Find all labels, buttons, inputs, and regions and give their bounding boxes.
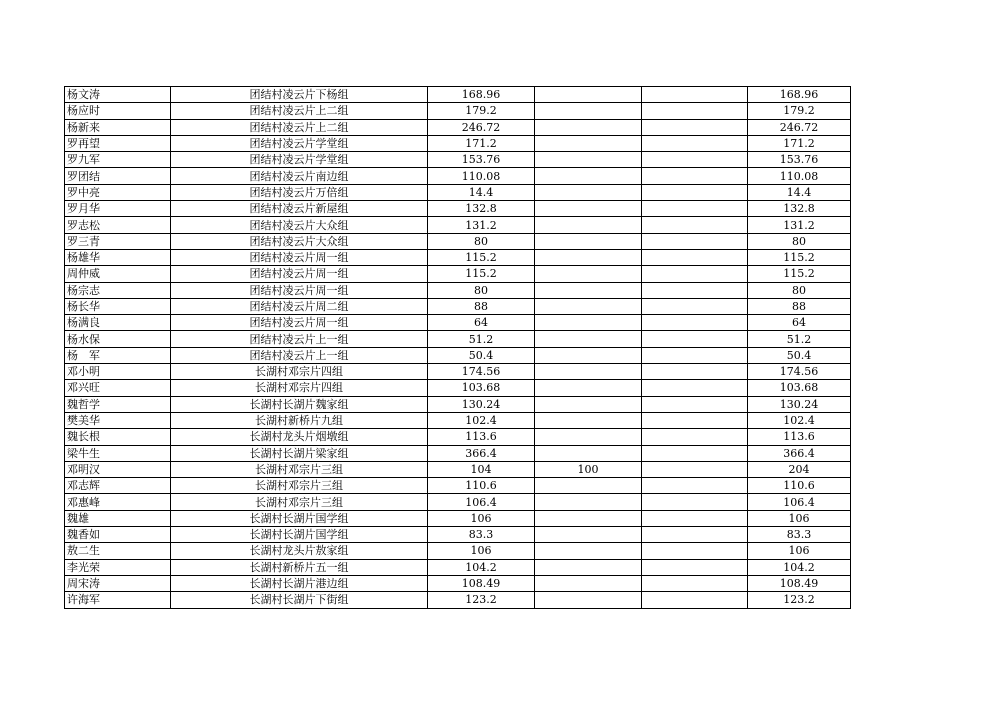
total-cell: 132.8 <box>748 201 851 217</box>
total-cell: 80 <box>748 233 851 249</box>
total-cell: 106 <box>748 543 851 559</box>
blank-cell <box>642 494 748 510</box>
extra-amount-cell <box>535 331 642 347</box>
name-cell: 邓志辉 <box>65 478 171 494</box>
blank-cell <box>642 119 748 135</box>
table-row <box>65 201 851 217</box>
amount-cell: 104.2 <box>428 559 535 575</box>
table-row <box>65 445 851 461</box>
extra-amount-cell <box>535 527 642 543</box>
total-cell: 174.56 <box>748 364 851 380</box>
location-cell: 团结村凌云片大众组 <box>171 233 428 249</box>
blank-cell <box>642 478 748 494</box>
extra-amount-cell <box>535 184 642 200</box>
blank-cell <box>642 559 748 575</box>
name-cell: 罗志松 <box>65 217 171 233</box>
name-cell: 杨 军 <box>65 347 171 363</box>
amount-cell: 115.2 <box>428 266 535 282</box>
total-cell: 179.2 <box>748 103 851 119</box>
location-cell: 长湖村长湖片魏家组 <box>171 396 428 412</box>
table-row <box>65 331 851 347</box>
extra-amount-cell <box>535 543 642 559</box>
amount-cell: 80 <box>428 233 535 249</box>
name-cell: 罗三青 <box>65 233 171 249</box>
total-cell: 115.2 <box>748 249 851 265</box>
blank-cell <box>642 347 748 363</box>
blank-cell <box>642 217 748 233</box>
blank-cell <box>642 429 748 445</box>
table-row <box>65 135 851 151</box>
table-row <box>65 168 851 184</box>
location-cell: 团结村凌云片新屋组 <box>171 201 428 217</box>
total-cell: 153.76 <box>748 152 851 168</box>
amount-cell: 108.49 <box>428 575 535 591</box>
table-row <box>65 119 851 135</box>
blank-cell <box>642 510 748 526</box>
amount-cell: 51.2 <box>428 331 535 347</box>
blank-cell <box>642 87 748 103</box>
extra-amount-cell <box>535 364 642 380</box>
amount-cell: 102.4 <box>428 412 535 428</box>
extra-amount-cell <box>535 575 642 591</box>
location-cell: 团结村凌云片学堂组 <box>171 152 428 168</box>
location-cell: 长湖村邓宗片四组 <box>171 380 428 396</box>
table-row <box>65 559 851 575</box>
total-cell: 88 <box>748 298 851 314</box>
blank-cell <box>642 592 748 608</box>
amount-cell: 132.8 <box>428 201 535 217</box>
amount-cell: 174.56 <box>428 364 535 380</box>
extra-amount-cell <box>535 152 642 168</box>
blank-cell <box>642 445 748 461</box>
extra-amount-cell <box>535 217 642 233</box>
table-row <box>65 347 851 363</box>
extra-amount-cell: 100 <box>535 461 642 477</box>
amount-cell: 106 <box>428 510 535 526</box>
table-row <box>65 217 851 233</box>
location-cell: 团结村凌云片周一组 <box>171 315 428 331</box>
name-cell: 罗再望 <box>65 135 171 151</box>
location-cell: 长湖村长湖片梁家组 <box>171 445 428 461</box>
total-cell: 14.4 <box>748 184 851 200</box>
extra-amount-cell <box>535 103 642 119</box>
location-cell: 长湖村长湖片港边组 <box>171 575 428 591</box>
location-cell: 长湖村龙头片敖家组 <box>171 543 428 559</box>
blank-cell <box>642 543 748 559</box>
total-cell: 50.4 <box>748 347 851 363</box>
name-cell: 罗团结 <box>65 168 171 184</box>
amount-cell: 115.2 <box>428 249 535 265</box>
blank-cell <box>642 233 748 249</box>
amount-cell: 103.68 <box>428 380 535 396</box>
amount-cell: 104 <box>428 461 535 477</box>
location-cell: 团结村凌云片上一组 <box>171 347 428 363</box>
location-cell: 长湖村邓宗片三组 <box>171 461 428 477</box>
table-row <box>65 298 851 314</box>
table-row <box>65 461 851 477</box>
name-cell: 罗九军 <box>65 152 171 168</box>
location-cell: 团结村凌云片周一组 <box>171 249 428 265</box>
name-cell: 周仲威 <box>65 266 171 282</box>
table-row <box>65 543 851 559</box>
extra-amount-cell <box>535 201 642 217</box>
table-body <box>65 87 851 609</box>
total-cell: 246.72 <box>748 119 851 135</box>
total-cell: 104.2 <box>748 559 851 575</box>
name-cell: 樊美华 <box>65 412 171 428</box>
amount-cell: 106.4 <box>428 494 535 510</box>
location-cell: 长湖村邓宗片四组 <box>171 364 428 380</box>
name-cell: 杨雄华 <box>65 249 171 265</box>
blank-cell <box>642 103 748 119</box>
total-cell: 106 <box>748 510 851 526</box>
total-cell: 168.96 <box>748 87 851 103</box>
amount-cell: 113.6 <box>428 429 535 445</box>
location-cell: 长湖村邓宗片三组 <box>171 478 428 494</box>
name-cell: 许海军 <box>65 592 171 608</box>
total-cell: 113.6 <box>748 429 851 445</box>
total-cell: 123.2 <box>748 592 851 608</box>
table-row <box>65 478 851 494</box>
amount-cell: 168.96 <box>428 87 535 103</box>
total-cell: 130.24 <box>748 396 851 412</box>
amount-cell: 179.2 <box>428 103 535 119</box>
name-cell: 梁牛生 <box>65 445 171 461</box>
location-cell: 长湖村长湖片下街组 <box>171 592 428 608</box>
total-cell: 131.2 <box>748 217 851 233</box>
table-row <box>65 575 851 591</box>
table-row <box>65 103 851 119</box>
table-row <box>65 315 851 331</box>
location-cell: 团结村凌云片大众组 <box>171 217 428 233</box>
extra-amount-cell <box>535 233 642 249</box>
name-cell: 邓兴旺 <box>65 380 171 396</box>
name-cell: 杨新来 <box>65 119 171 135</box>
table-row <box>65 233 851 249</box>
extra-amount-cell <box>535 135 642 151</box>
total-cell: 64 <box>748 315 851 331</box>
total-cell: 102.4 <box>748 412 851 428</box>
blank-cell <box>642 461 748 477</box>
table-row <box>65 249 851 265</box>
name-cell: 周宋涛 <box>65 575 171 591</box>
total-cell: 110.08 <box>748 168 851 184</box>
total-cell: 80 <box>748 282 851 298</box>
amount-cell: 123.2 <box>428 592 535 608</box>
blank-cell <box>642 249 748 265</box>
amount-cell: 106 <box>428 543 535 559</box>
blank-cell <box>642 364 748 380</box>
amount-cell: 130.24 <box>428 396 535 412</box>
extra-amount-cell <box>535 298 642 314</box>
extra-amount-cell <box>535 87 642 103</box>
data-table <box>64 86 851 609</box>
table-row <box>65 592 851 608</box>
location-cell: 团结村凌云片上二组 <box>171 119 428 135</box>
extra-amount-cell <box>535 478 642 494</box>
amount-cell: 83.3 <box>428 527 535 543</box>
total-cell: 103.68 <box>748 380 851 396</box>
name-cell: 敖二生 <box>65 543 171 559</box>
amount-cell: 64 <box>428 315 535 331</box>
blank-cell <box>642 315 748 331</box>
table-row <box>65 429 851 445</box>
blank-cell <box>642 396 748 412</box>
amount-cell: 80 <box>428 282 535 298</box>
amount-cell: 110.6 <box>428 478 535 494</box>
blank-cell <box>642 201 748 217</box>
amount-cell: 153.76 <box>428 152 535 168</box>
extra-amount-cell <box>535 412 642 428</box>
location-cell: 团结村凌云片学堂组 <box>171 135 428 151</box>
blank-cell <box>642 298 748 314</box>
location-cell: 长湖村邓宗片三组 <box>171 494 428 510</box>
table-row <box>65 282 851 298</box>
total-cell: 108.49 <box>748 575 851 591</box>
extra-amount-cell <box>535 282 642 298</box>
name-cell: 杨宗志 <box>65 282 171 298</box>
name-cell: 杨长华 <box>65 298 171 314</box>
table-row <box>65 152 851 168</box>
blank-cell <box>642 331 748 347</box>
amount-cell: 88 <box>428 298 535 314</box>
location-cell: 长湖村龙头片烟墩组 <box>171 429 428 445</box>
extra-amount-cell <box>535 347 642 363</box>
total-cell: 171.2 <box>748 135 851 151</box>
name-cell: 邓小明 <box>65 364 171 380</box>
location-cell: 团结村凌云片万倍组 <box>171 184 428 200</box>
location-cell: 团结村凌云片周一组 <box>171 266 428 282</box>
amount-cell: 110.08 <box>428 168 535 184</box>
name-cell: 杨满良 <box>65 315 171 331</box>
extra-amount-cell <box>535 380 642 396</box>
extra-amount-cell <box>535 510 642 526</box>
table-row <box>65 266 851 282</box>
location-cell: 团结村凌云片上一组 <box>171 331 428 347</box>
amount-cell: 14.4 <box>428 184 535 200</box>
name-cell: 魏香如 <box>65 527 171 543</box>
name-cell: 罗月华 <box>65 201 171 217</box>
name-cell: 魏雄 <box>65 510 171 526</box>
name-cell: 杨应时 <box>65 103 171 119</box>
name-cell: 李光荣 <box>65 559 171 575</box>
location-cell: 团结村凌云片周二组 <box>171 298 428 314</box>
extra-amount-cell <box>535 315 642 331</box>
location-cell: 长湖村长湖片国学组 <box>171 527 428 543</box>
table-row <box>65 184 851 200</box>
extra-amount-cell <box>535 429 642 445</box>
blank-cell <box>642 152 748 168</box>
location-cell: 团结村凌云片上二组 <box>171 103 428 119</box>
extra-amount-cell <box>535 494 642 510</box>
amount-cell: 366.4 <box>428 445 535 461</box>
table-row <box>65 510 851 526</box>
name-cell: 魏哲学 <box>65 396 171 412</box>
blank-cell <box>642 282 748 298</box>
total-cell: 110.6 <box>748 478 851 494</box>
total-cell: 366.4 <box>748 445 851 461</box>
name-cell: 邓明汉 <box>65 461 171 477</box>
table-row <box>65 527 851 543</box>
location-cell: 长湖村新桥片五一组 <box>171 559 428 575</box>
total-cell: 204 <box>748 461 851 477</box>
table-row <box>65 87 851 103</box>
total-cell: 106.4 <box>748 494 851 510</box>
amount-cell: 246.72 <box>428 119 535 135</box>
blank-cell <box>642 380 748 396</box>
blank-cell <box>642 266 748 282</box>
location-cell: 长湖村长湖片国学组 <box>171 510 428 526</box>
table-row <box>65 494 851 510</box>
blank-cell <box>642 135 748 151</box>
blank-cell <box>642 412 748 428</box>
amount-cell: 131.2 <box>428 217 535 233</box>
name-cell: 邓惠峰 <box>65 494 171 510</box>
blank-cell <box>642 527 748 543</box>
extra-amount-cell <box>535 266 642 282</box>
blank-cell <box>642 168 748 184</box>
name-cell: 罗中亮 <box>65 184 171 200</box>
location-cell: 团结村凌云片周一组 <box>171 282 428 298</box>
location-cell: 团结村凌云片南边组 <box>171 168 428 184</box>
blank-cell <box>642 575 748 591</box>
location-cell: 团结村凌云片下杨组 <box>171 87 428 103</box>
amount-cell: 171.2 <box>428 135 535 151</box>
extra-amount-cell <box>535 445 642 461</box>
total-cell: 115.2 <box>748 266 851 282</box>
name-cell: 杨文涛 <box>65 87 171 103</box>
extra-amount-cell <box>535 592 642 608</box>
extra-amount-cell <box>535 168 642 184</box>
amount-cell: 50.4 <box>428 347 535 363</box>
name-cell: 魏长根 <box>65 429 171 445</box>
extra-amount-cell <box>535 396 642 412</box>
blank-cell <box>642 184 748 200</box>
total-cell: 83.3 <box>748 527 851 543</box>
location-cell: 长湖村新桥片九组 <box>171 412 428 428</box>
extra-amount-cell <box>535 249 642 265</box>
name-cell: 杨水保 <box>65 331 171 347</box>
total-cell: 51.2 <box>748 331 851 347</box>
table-row <box>65 380 851 396</box>
extra-amount-cell <box>535 119 642 135</box>
table-row <box>65 396 851 412</box>
extra-amount-cell <box>535 559 642 575</box>
table-row <box>65 412 851 428</box>
table-row <box>65 364 851 380</box>
